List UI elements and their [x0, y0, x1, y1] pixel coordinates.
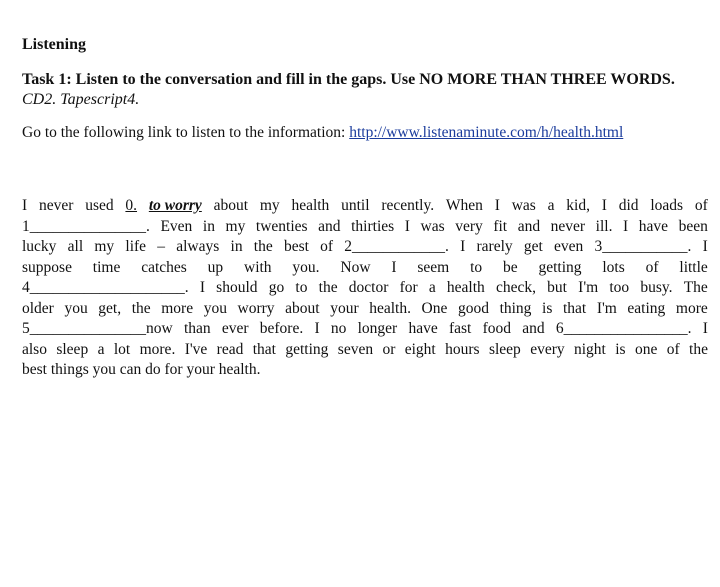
passage-word: and	[522, 320, 545, 337]
passage-word: my	[94, 238, 115, 255]
passage-word: –	[157, 238, 166, 255]
passage-word: to	[470, 258, 483, 276]
passage-word: eight	[404, 340, 436, 358]
passage-word: hours	[445, 340, 480, 358]
passage-word: ill.	[595, 217, 613, 235]
passage-word: sleep	[488, 340, 521, 358]
passage-word: the	[131, 299, 151, 317]
passage-word: eating	[627, 299, 666, 317]
passage-word: with	[244, 258, 272, 276]
passage-word: worry	[237, 299, 275, 317]
passage-word: lot	[113, 340, 131, 358]
passage-word: but	[547, 279, 567, 296]
passage-word: have	[638, 217, 669, 235]
passage-word: fast	[448, 320, 472, 337]
passage-word: thing	[499, 299, 532, 317]
passage-word: time	[92, 258, 121, 276]
passage-word: or	[382, 340, 396, 358]
passage-word: in	[202, 217, 215, 235]
passage-word: rarely	[476, 238, 513, 255]
passage-word: health	[291, 197, 330, 214]
passage-word: a	[547, 197, 555, 214]
passage-word: 5_______________now	[22, 320, 173, 337]
passage-word: good	[457, 299, 489, 317]
passage-word: best	[283, 238, 309, 255]
passage-word: all	[67, 238, 84, 255]
passage-word: than	[183, 320, 211, 337]
passage-word: my	[259, 197, 280, 214]
passage-word: I	[702, 238, 708, 255]
passage-word: getting	[285, 340, 329, 358]
passage-word: I	[314, 320, 320, 337]
task-instruction	[22, 70, 702, 110]
passage-word: the	[689, 340, 708, 358]
passage-word: of	[666, 340, 680, 358]
passage-word: that	[252, 340, 276, 358]
passage-word: that	[562, 299, 587, 317]
passage-word: Even	[160, 217, 193, 235]
passage-word: and	[318, 217, 341, 235]
passage-word: and	[517, 217, 541, 235]
audio-link[interactable]: http://www.listenaminute.com/h/health.html	[349, 124, 624, 141]
passage-word: never	[550, 217, 586, 235]
passage-word: one	[634, 340, 658, 358]
passage-word: read	[216, 340, 244, 358]
passage-word: life	[125, 238, 147, 255]
passage-line	[22, 196, 708, 217]
passage-word: also	[22, 340, 47, 358]
passage-word: food	[482, 320, 511, 337]
passage-word: The	[683, 279, 708, 296]
passage-word: 1_______________.	[22, 217, 150, 235]
passage-word: my	[225, 217, 246, 235]
passage-line	[22, 217, 708, 238]
passage-word: been	[678, 217, 708, 235]
passage-word: I	[199, 279, 205, 296]
passage-word: of	[694, 197, 708, 214]
passage-word: always	[176, 238, 220, 255]
passage-word: you	[203, 299, 227, 317]
passage-word: older	[22, 299, 54, 317]
passage-word: in	[230, 238, 243, 255]
passage-word: about	[285, 299, 320, 317]
passage-word: for	[399, 279, 418, 296]
passage-word: I	[494, 197, 500, 214]
passage-line	[22, 360, 708, 381]
passage-word: very	[455, 217, 483, 235]
passage-word: a	[97, 340, 105, 358]
passage-word: was	[511, 197, 536, 214]
passage-word: kid,	[566, 197, 590, 214]
passage-word: a	[428, 279, 436, 296]
passage-word: ever	[221, 320, 249, 337]
passage-word: doctor	[348, 279, 389, 296]
passage-word: I	[623, 217, 629, 235]
passage-word: One	[421, 299, 448, 317]
passage-word: I	[404, 217, 410, 235]
passage-word: go	[268, 279, 285, 296]
task-instruction-text: Task 1: Listen to the conversation and fill in the gaps. Use NO MORE THAN THREE WORDS.	[22, 71, 675, 88]
passage-word: is	[542, 299, 553, 317]
link-intro-text: Go to the following link to listen to the information:	[22, 124, 346, 141]
passage-word: 4____________________.	[22, 279, 189, 296]
passage-word: up	[207, 258, 224, 276]
example-answer: to worry	[148, 197, 202, 214]
passage-word: used	[85, 197, 114, 214]
passage-word: to	[295, 279, 308, 296]
passage-word: 6________________.	[555, 320, 692, 337]
passage-word: more	[675, 299, 708, 317]
passage-word: sleep	[56, 340, 89, 358]
passage-word: before.	[259, 320, 304, 337]
passage-word: I'm	[596, 299, 617, 317]
passage-word: Now	[340, 258, 371, 276]
passage-word: about	[213, 197, 249, 214]
passage-word: you.	[292, 258, 320, 276]
passage-word: the	[253, 238, 273, 255]
section-heading: Listening	[22, 36, 87, 53]
passage-word: every	[530, 340, 565, 358]
passage-word: I	[601, 197, 607, 214]
passage-word: I	[702, 320, 708, 337]
passage-word: did	[618, 197, 639, 214]
passage-word: lots	[602, 258, 625, 276]
passage-line	[22, 278, 708, 299]
passage-word: seem	[417, 258, 450, 276]
passage-word: catches	[141, 258, 187, 276]
passage-word: too	[609, 279, 630, 296]
passage-word: I	[460, 238, 466, 255]
passage-word: loads	[650, 197, 684, 214]
passage-word: no	[330, 320, 347, 337]
passage-word: of	[320, 238, 334, 255]
passage-word: little	[679, 258, 708, 276]
passage-word: 3___________.	[594, 238, 692, 255]
passage-word: even	[554, 238, 584, 255]
passage-word: 2____________.	[344, 238, 449, 255]
passage-word: busy.	[640, 279, 673, 296]
passage-word: was	[420, 217, 445, 235]
passage-word: lucky	[22, 238, 57, 255]
link-line	[22, 124, 712, 142]
passage-word: get	[523, 238, 543, 255]
passage-word: seven	[337, 340, 374, 358]
passage-word: longer	[357, 320, 398, 337]
passage-word: recently.	[381, 197, 435, 214]
passage-word: the	[318, 279, 338, 296]
passage-word: until	[341, 197, 370, 214]
passage-word: health.	[369, 299, 411, 317]
passage-word: I'm	[578, 279, 599, 296]
passage-word: more	[161, 299, 194, 317]
passage-word: have	[408, 320, 438, 337]
passage-word: fit	[493, 217, 508, 235]
passage-word: never	[38, 197, 74, 214]
passage-word: get,	[98, 299, 122, 317]
passage-word: more.	[139, 340, 176, 358]
gap-fill-passage	[22, 196, 708, 381]
passage-word: you	[64, 299, 88, 317]
passage-word: I	[22, 197, 28, 214]
passage-word: thirties	[351, 217, 395, 235]
passage-word: I	[391, 258, 397, 276]
passage-line	[22, 340, 708, 361]
passage-word: night	[573, 340, 606, 358]
example-answer: 0.	[125, 197, 138, 214]
task-source: CD2. Tapescript4.	[22, 91, 140, 108]
passage-word: be	[502, 258, 518, 276]
passage-line	[22, 319, 708, 340]
passage-word: check,	[495, 279, 536, 296]
passage-word: health	[446, 279, 485, 296]
passage-word: your	[330, 299, 359, 317]
passage-word: is	[615, 340, 626, 358]
passage-word: best things you can do for your health.	[22, 361, 261, 378]
passage-line	[22, 237, 708, 258]
passage-word: I've	[184, 340, 208, 358]
passage-word: When	[445, 197, 483, 214]
passage-line	[22, 258, 708, 279]
passage-word: getting	[538, 258, 582, 276]
passage-word: should	[216, 279, 258, 296]
passage-line	[22, 299, 708, 320]
passage-word: twenties	[255, 217, 308, 235]
passage-word: of	[645, 258, 659, 276]
passage-word: suppose	[22, 258, 72, 276]
